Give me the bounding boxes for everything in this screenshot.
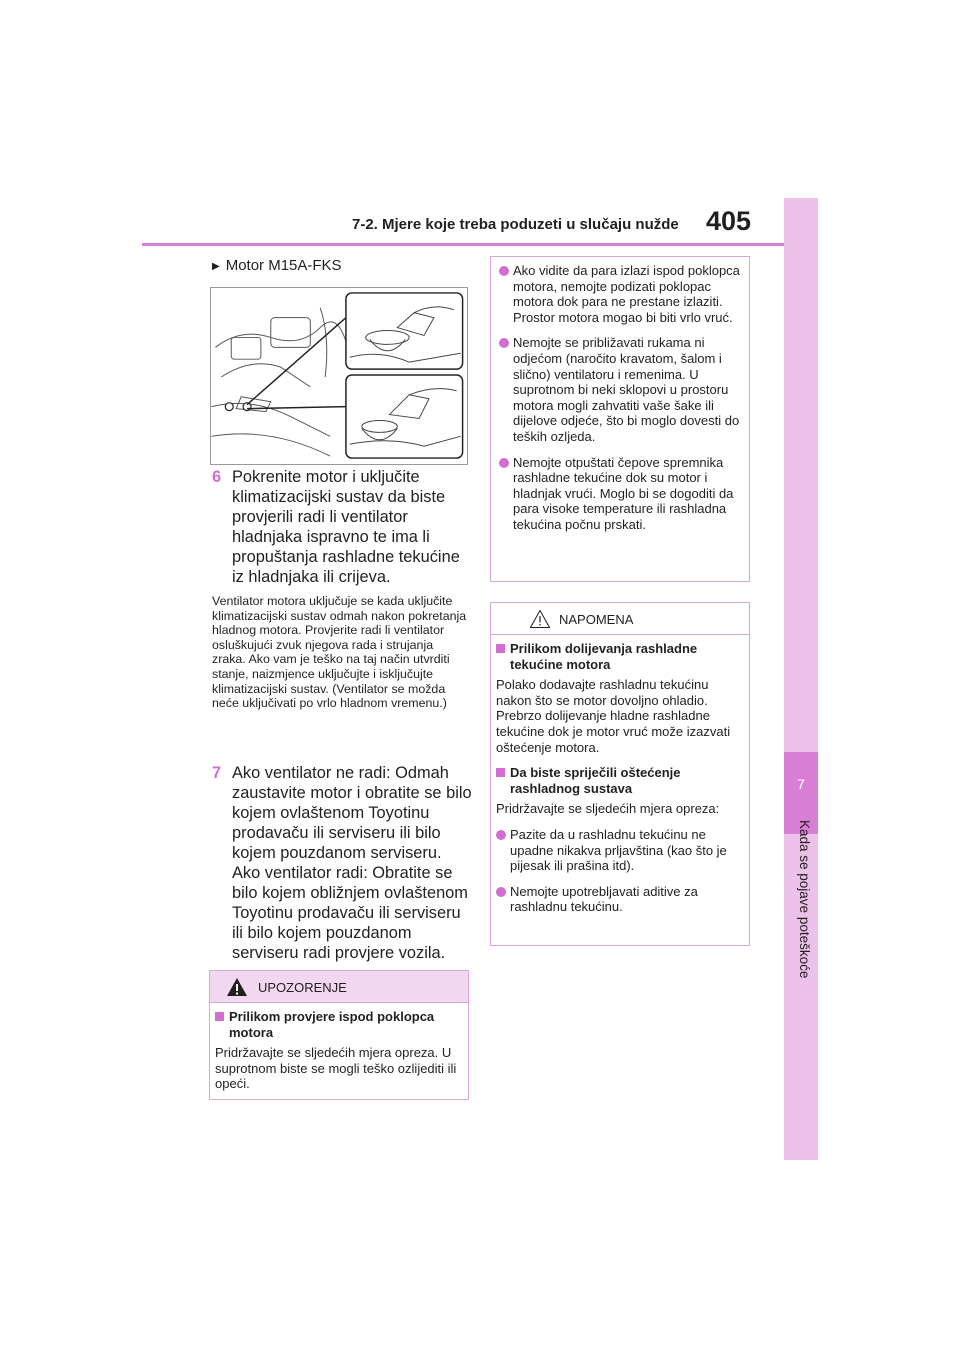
round-bullet-icon — [496, 830, 506, 840]
notice-header — [491, 603, 749, 635]
warning-bullet: Nemojte se približavati rukama ni odjećom (naročito kravatom, šalom i slično) ventilatoru i remenima. U suprotnom bi neki sklopovi u prostoru motora mogli zahvatiti vaše šake ili dijelove odjeće, što bi moglo dovesti do teških ozljeda. — [499, 335, 741, 444]
warning-heading-text: Prilikom provjere ispod poklopca motora — [229, 1009, 435, 1040]
warning-heading — [215, 1009, 463, 1040]
warning-box — [209, 970, 469, 1100]
section-title: 7-2. Mjere koje treba poduzeti u slučaju nužde — [352, 216, 679, 233]
round-bullet-icon — [499, 458, 509, 468]
step-6-number: 6 — [212, 468, 222, 486]
warning-continued-box — [490, 256, 750, 582]
step-6 — [212, 467, 472, 587]
notice-bullet: Pazite da u rashladnu tekućinu ne upadne nikakva prljavština (kao što je pijesak ili prašina itd). — [496, 827, 741, 874]
notice-heading-1: Prilikom dolijevanja rashladne tekućine motora — [496, 641, 741, 672]
chapter-side-tab — [784, 198, 818, 1160]
step-7-text: Ako ventilator ne radi: Odmah zaustavite motor i obratite se bilo kojem ovlaštenom Toyotinu prodavaču ili serviseru ili bilo kojem pouzdanom serviseru. Ako ventilator radi: Obratite se bilo kojem obližnjem ovlaštenom Toyotinu prodavaču ili serviseru ili bilo kojem pouzdanom serviseru radi provjere vozila. — [232, 764, 472, 962]
page-number: 405 — [706, 206, 752, 236]
warning-bullet: Nemojte otpuštati čepove spremnika rashladne tekućine dok su motor i hladnjak vrući. Moglo bi se dogoditi da para visoke temperature ili rashladna tekućina počnu prskati. — [499, 455, 741, 533]
engine-illustration — [210, 287, 468, 465]
notice-bullet: Nemojte upotrebljavati aditive za rashladnu tekućinu. — [496, 884, 741, 915]
header-rule — [142, 243, 784, 246]
engine-drawing — [211, 288, 467, 464]
chapter-title: Kada se pojave poteškoće — [797, 820, 812, 979]
warning-text: Pridržavajte se sljedećih mjera opreza. U suprotnom biste se mogli teško ozlijediti ili opeći. — [215, 1045, 457, 1092]
notice-label: NAPOMENA — [559, 612, 634, 627]
round-bullet-icon — [499, 338, 509, 348]
warning-bullet: Ako vidite da para izlazi ispod poklopca motora, nemojte podizati poklopac motora dok para ne prestane izlaziti. Prostor motora mogao bi biti vrlo vruć. — [499, 263, 741, 325]
notice-text-2: Pridržavajte se sljedećih mjera opreza: — [496, 801, 720, 817]
square-bullet-icon — [496, 644, 505, 653]
notice-box — [490, 602, 750, 946]
notice-text-1: Polako dodavajte rashladnu tekućinu nakon što se motor dovoljno ohladio. Prebrzo dolijevanje hladne rashladne tekućine dok je motor vruć može izazvati oštećenje motora. — [496, 677, 731, 755]
warning-triangle-icon — [226, 977, 248, 997]
arrow-right-icon: ▶ — [212, 261, 220, 272]
warning-label: UPOZORENJE — [258, 980, 347, 995]
round-bullet-icon — [496, 887, 506, 897]
step-7-number: 7 — [212, 764, 222, 782]
figure-label — [212, 257, 342, 274]
square-bullet-icon — [496, 768, 505, 777]
caution-triangle-icon — [529, 609, 551, 629]
step-6-text: Pokrenite motor i uključite klimatizacijski sustav da biste provjerili radi li ventilator hladnjaka ispravno te ima li propuštanja rashladne tekućine iz hladnjaka ili crijeva. — [232, 468, 460, 586]
chapter-number: 7 — [797, 776, 805, 792]
step-7 — [212, 763, 472, 963]
warning-header — [210, 971, 468, 1003]
round-bullet-icon — [499, 266, 509, 276]
step-6-note: Ventilator motora uključuje se kada uključite klimatizacijski sustav odmah nakon pokretanja hladnog motora. Provjerite radi li ventilator osluškujući zvuk njegova rada i strujanja zraka. Ako vam je teško na taj način utvrditi stanje, naizmjence uključujte i isključujte klimatizacijski sustav. (Ventilator se možda neće uključivati po vrlo hladnom vremenu.) — [212, 594, 467, 711]
square-bullet-icon — [215, 1012, 224, 1021]
notice-heading-2: Da biste spriječili oštećenje rashladnog sustava — [496, 765, 741, 796]
figure-label-text: Motor M15A-FKS — [225, 257, 342, 274]
